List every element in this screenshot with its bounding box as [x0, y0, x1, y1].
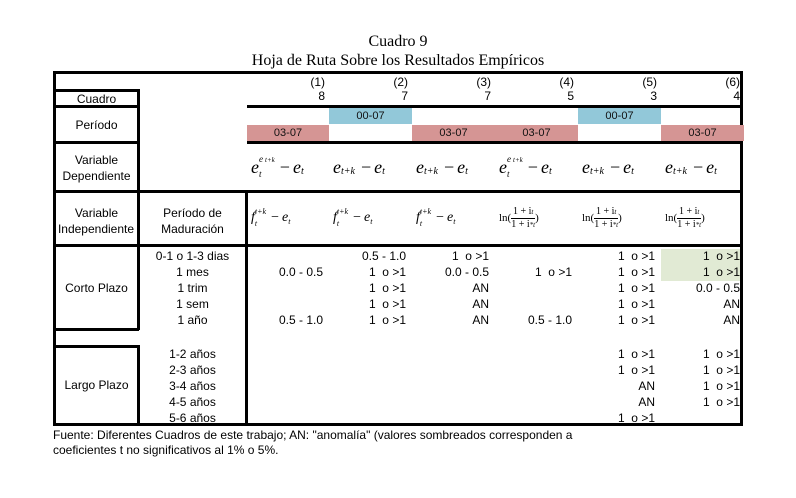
base-f: f: [416, 210, 420, 225]
num-sub: t: [697, 207, 700, 216]
table-cell: AN: [638, 395, 655, 409]
period-badge: 03-07: [661, 125, 744, 141]
base-e: e: [333, 157, 341, 177]
exponent-top: [259, 155, 275, 165]
col-divider: [245, 190, 248, 426]
label-var-ind-2: Independiente: [57, 222, 135, 236]
exp-sub-t: t: [259, 169, 262, 179]
minus-sign: −: [443, 157, 455, 177]
ln-open: ln(: [582, 212, 595, 224]
table-cell: 1 o >1: [368, 313, 406, 327]
exp-tk: t+k: [513, 156, 523, 164]
label-divider: [53, 141, 139, 144]
subscript: t: [254, 219, 258, 228]
num-text: 1 + i: [512, 205, 532, 217]
table-cell: AN: [723, 297, 740, 311]
base-e: e: [251, 157, 259, 177]
table-cell: 1 o >1: [702, 249, 740, 263]
dependent-variable-formula: [665, 152, 720, 182]
column-cuadro-ref: 7: [401, 89, 408, 103]
table-cell: 1 o >1: [617, 297, 655, 311]
minus-sign: −: [279, 157, 290, 177]
base-e: e: [540, 157, 549, 177]
table-cell: 1 o >1: [368, 281, 406, 295]
sub-tk: t+k: [673, 166, 687, 177]
sub-t: t: [714, 166, 717, 177]
script-stack: [420, 208, 431, 228]
exponent-top: [507, 155, 523, 165]
table-cell: 1 o >1: [702, 347, 740, 361]
numerator: [511, 206, 535, 219]
minus-sign: −: [353, 210, 361, 225]
num-text: 1 + i: [678, 205, 698, 217]
den-text: 1 + i: [511, 218, 530, 230]
column-cuadro-ref: 3: [650, 89, 657, 103]
den-text: 1 + i: [677, 218, 696, 230]
base-f: f: [333, 210, 337, 225]
table-cell: 0.0 - 0.5: [444, 265, 489, 279]
table-cell: 1 o >1: [617, 363, 655, 377]
exp-e: e: [259, 154, 263, 164]
period-badge: 03-07: [495, 125, 578, 141]
footnote-line-1: Fuente: Diferentes Cuadros de este trabajo; AN: "anomalía" (valores sombreados corresponden a: [53, 428, 573, 442]
column-number: (3): [476, 75, 491, 89]
label-corto-plazo: Corto Plazo: [65, 281, 128, 295]
base-e: e: [582, 157, 590, 177]
maturity-period: 1 sem: [176, 297, 209, 311]
exp-tk: t+k: [265, 156, 275, 164]
num-sub: t: [614, 207, 617, 216]
dependent-variable-formula: [251, 152, 307, 182]
table-title: Hoja de Ruta Sobre los Resultados Empíricos: [251, 52, 545, 69]
ln-open: ln(: [665, 212, 678, 224]
label-maduracion-1: Período de: [163, 206, 222, 220]
ln-close: ): [535, 212, 539, 224]
table-cell: 1 o >1: [617, 347, 655, 361]
exp-e: e: [507, 154, 511, 164]
label-largo-plazo: Largo Plazo: [64, 378, 129, 392]
base-e: e: [499, 157, 507, 177]
ln-close: ): [701, 212, 705, 224]
num-text: 1 + i: [595, 205, 615, 217]
independent-variable-formula: [665, 203, 705, 233]
column-number: (6): [725, 75, 740, 89]
exponent-group: [259, 155, 275, 179]
superscript: t+k: [254, 207, 267, 216]
period-badge: 00-07: [329, 108, 412, 124]
column-cuadro-ref: 4: [733, 89, 740, 103]
table-cell: AN: [472, 313, 489, 327]
table-cell: AN: [472, 281, 489, 295]
den-text: 1 + i: [594, 218, 613, 230]
minus-sign: −: [436, 210, 444, 225]
sub-t: t: [300, 166, 304, 177]
num-sub: t: [531, 207, 534, 216]
period-badge: 00-07: [578, 108, 661, 124]
den-star: *: [529, 220, 534, 229]
maturity-period: 1-2 años: [169, 347, 216, 361]
sub-t: t: [548, 166, 552, 177]
label-cuadro: Cuadro: [76, 92, 117, 106]
exponent-group: [507, 155, 523, 179]
independent-variable-formula: [416, 203, 457, 233]
row-divider: [53, 244, 743, 247]
maturity-period: 5-6 años: [169, 411, 216, 425]
table-cell: AN: [638, 379, 655, 393]
base-e: e: [665, 157, 673, 177]
column-cuadro-ref: 5: [567, 89, 574, 103]
maturity-period: 1 trim: [177, 281, 208, 295]
minus-sign: −: [527, 157, 538, 177]
fraction: [594, 206, 618, 231]
base-e: e: [416, 157, 424, 177]
table-cell: 1 o >1: [368, 297, 406, 311]
dependent-variable-formula: [499, 152, 555, 182]
label-periodo: Período: [75, 118, 118, 132]
script-stack: [255, 208, 266, 228]
table-top-border: [53, 71, 742, 74]
dependent-variable-formula: [582, 152, 637, 182]
base-e: e: [281, 210, 289, 225]
label-maduracion-2: Maduración: [161, 222, 224, 236]
subscript: t: [336, 219, 340, 228]
sub-t: t: [382, 166, 385, 177]
script-stack: [337, 208, 348, 228]
table-cell: 1 o >1: [702, 395, 740, 409]
minus-sign: −: [609, 157, 621, 177]
maturity-period: 1 mes: [176, 265, 209, 279]
table-cell: 1 o >1: [451, 249, 489, 263]
footnote-line-2: coeficientes t no significativos al 1% o 5%.: [53, 443, 279, 457]
column-cuadro-ref: 8: [318, 89, 325, 103]
table-cell: 1 o >1: [702, 265, 740, 279]
minus-sign: −: [692, 157, 704, 177]
den-sub: t: [699, 220, 702, 229]
dependent-variable-formula: [416, 152, 471, 182]
table-cell: 1 o >1: [534, 265, 572, 279]
denominator: [594, 219, 618, 231]
den-sub: t: [533, 220, 536, 229]
table-cell: 1 o >1: [702, 379, 740, 393]
header-rule: [247, 141, 743, 144]
denominator: [677, 219, 701, 231]
minus-sign: −: [360, 157, 372, 177]
table-cell: AN: [723, 313, 740, 327]
superscript: t+k: [336, 207, 349, 216]
table-cell: 1 o >1: [368, 265, 406, 279]
dependent-variable-formula: [333, 152, 388, 182]
den-star: *: [695, 220, 700, 229]
independent-variable-formula: [499, 203, 539, 233]
sub-t: t: [465, 166, 468, 177]
independent-variable-formula: [251, 203, 292, 233]
den-star: *: [612, 220, 617, 229]
table-cell: 1 o >1: [617, 281, 655, 295]
base-e: e: [457, 157, 466, 177]
table-cell: 0.5 - 1.0: [278, 313, 323, 327]
numerator: [594, 206, 618, 219]
minus-sign: −: [271, 210, 279, 225]
table-cell: 1 o >1: [617, 313, 655, 327]
table-cell: 1 o >1: [617, 265, 655, 279]
base-e: e: [623, 157, 632, 177]
period-badge: 03-07: [247, 125, 329, 141]
base-e: e: [706, 157, 715, 177]
header-rule: [247, 105, 743, 108]
ln-open: ln(: [499, 212, 512, 224]
ln-close: ): [618, 212, 622, 224]
denominator: [511, 219, 535, 231]
independent-variable-formula: [582, 203, 622, 233]
label-var-dep-1: Variable: [74, 153, 119, 167]
maturity-period: 0-1 o 1-3 dias: [155, 249, 230, 263]
base-f: f: [251, 210, 255, 225]
table-cell: 0.5 - 1.0: [361, 249, 406, 263]
table-number: Cuadro 9: [368, 33, 428, 50]
independent-variable-formula: [333, 203, 374, 233]
superscript: t+k: [419, 207, 432, 216]
sub-tk: t+k: [590, 166, 604, 177]
base-e: e: [446, 210, 454, 225]
table-cell: 1 o >1: [617, 411, 655, 425]
base-e: e: [292, 157, 301, 177]
column-number: (2): [393, 75, 408, 89]
numerator: [677, 206, 701, 219]
maturity-period: 1 año: [177, 313, 208, 327]
column-number: (5): [642, 75, 657, 89]
column-number: (1): [310, 75, 325, 89]
sub-t: t: [370, 217, 373, 226]
label-divider: [53, 345, 139, 348]
sub-tk: t+k: [341, 166, 355, 177]
column-cuadro-ref: 7: [484, 89, 491, 103]
sub-t: t: [631, 166, 634, 177]
base-e: e: [374, 157, 383, 177]
subscript: t: [419, 219, 423, 228]
label-var-ind-1: Variable: [74, 206, 119, 220]
exp-sub-t: t: [507, 169, 510, 179]
table-cell: 0.0 - 0.5: [278, 265, 323, 279]
maturity-period: 2-3 años: [169, 363, 216, 377]
table-cell: 0.5 - 1.0: [527, 313, 572, 327]
period-badge: 03-07: [412, 125, 495, 141]
table-cell: 1 o >1: [617, 249, 655, 263]
label-divider: [53, 328, 139, 331]
sub-tk: t+k: [424, 166, 438, 177]
sub-t: t: [288, 217, 291, 226]
maturity-period: 3-4 años: [169, 379, 216, 393]
fraction: [511, 206, 535, 231]
label-var-dep-2: Dependiente: [62, 169, 131, 183]
sub-t: t: [453, 217, 456, 226]
table-cell: 0.0 - 0.5: [695, 281, 740, 295]
table-cell: 1 o >1: [702, 363, 740, 377]
column-number: (4): [559, 75, 574, 89]
den-sub: t: [616, 220, 619, 229]
fraction: [677, 206, 701, 231]
row-divider: [53, 190, 743, 193]
base-e: e: [363, 210, 371, 225]
maturity-period: 4-5 años: [169, 395, 216, 409]
table-cell: AN: [472, 297, 489, 311]
